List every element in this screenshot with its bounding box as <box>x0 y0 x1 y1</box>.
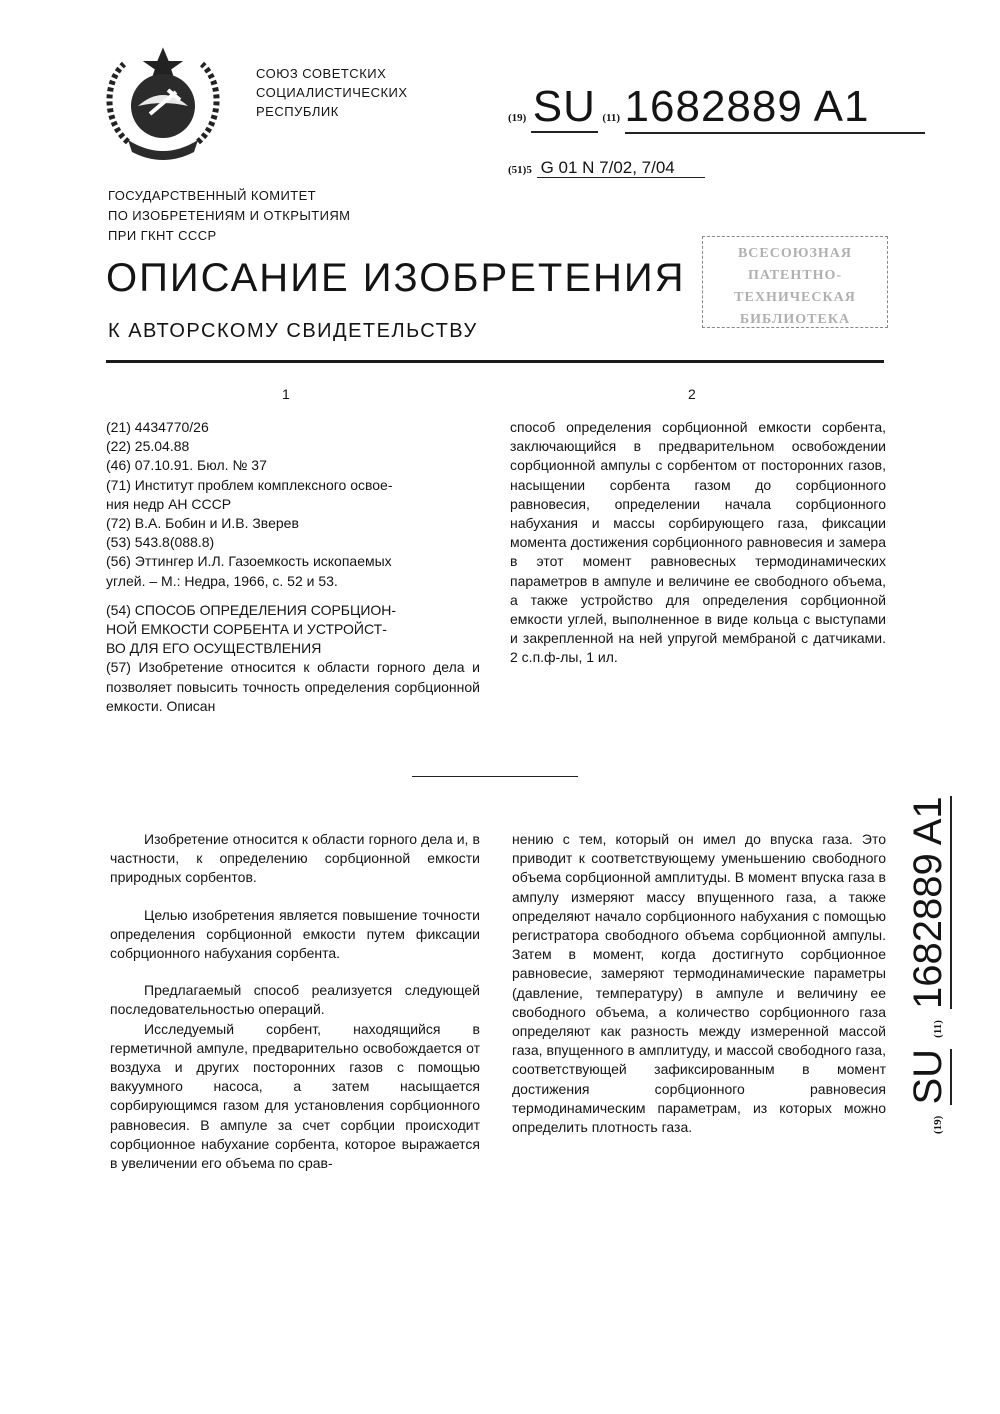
biblio-line: (53) 543.8(088.8) <box>106 534 215 551</box>
ipc-classification <box>508 158 705 178</box>
side-code-19: (19) <box>932 1115 944 1134</box>
column-number-left: 1 <box>282 386 290 402</box>
committee-line: ГОСУДАРСТВЕННЫЙ КОМИТЕТ <box>108 188 316 203</box>
library-stamp <box>702 236 888 328</box>
invention-title-line: ВО ДЛЯ ЕГО ОСУЩЕСТВЛЕНИЯ <box>106 640 322 657</box>
ussr-emblem <box>98 42 228 164</box>
side-patent-number: 1682889 <box>906 853 950 1009</box>
country-name-line: СОЮЗ СОВЕТСКИХ <box>256 66 387 81</box>
column-number-right: 2 <box>688 386 696 402</box>
country-name-line: РЕСПУБЛИК <box>256 104 339 119</box>
section-divider <box>412 776 578 777</box>
biblio-line: (56) Эттингер И.Л. Газоемкость ископаемых <box>106 553 392 570</box>
country-code: SU <box>532 82 596 131</box>
patent-identifier <box>508 82 925 134</box>
biblio-line: (21) 4434770/26 <box>106 419 209 435</box>
ipc-code: G 01 N 7/02, 7/04 <box>537 158 705 178</box>
invention-title-line: НОЙ ЕМКОСТИ СОРБЕНТА И УСТРОЙСТ- <box>106 621 387 638</box>
side-patent-identifier <box>906 796 951 1134</box>
description-paragraph: Предлагаемый способ реализуется следующей последовательностью операций. <box>110 982 480 1018</box>
header-rule <box>106 360 884 363</box>
side-country-code: SU <box>906 1048 950 1105</box>
description-paragraph: Исследуемый сорбент, находящийся в герметичной ампуле, предварительно освобождается от воздуха и других посторонних газов с помощью вакуумного насоса, а затем насыщается сорбирующимся газом для установления сорбционного равновесия. В ампуле за счет сорбции происходит сорбционное набухание сорбента, которое выражается в увеличении его объема по срав- <box>110 1020 480 1172</box>
invention-title <box>106 601 480 659</box>
biblio-line: углей. – М.: Недра, 1966, с. 52 и 53. <box>106 572 338 589</box>
biblio-line: (46) 07.10.91. Бюл. № 37 <box>106 457 267 474</box>
biblio-line: ния недр АН СССР <box>106 495 232 512</box>
patent-number: 1682889 <box>624 82 803 131</box>
biblio-line: (72) В.А. Бобин и И.В. Зверев <box>106 515 299 532</box>
code-11: (11) <box>602 112 621 124</box>
bibliographic-data <box>106 418 480 716</box>
code-51: (51)5 <box>508 164 532 176</box>
document-title: ОПИСАНИЕ ИЗОБРЕТЕНИЯ <box>106 256 686 300</box>
invention-title-line: (54) СПОСОБ ОПРЕДЕЛЕНИЯ СОРБЦИОН- <box>106 601 397 618</box>
country-name <box>256 64 408 121</box>
document-subtitle: К АВТОРСКОМУ СВИДЕТЕЛЬСТВУ <box>108 320 478 342</box>
abstract-start: (57) Изобретение относится к области горного дела и позволяет повысить точность определения сорбционной емкости. Описан <box>106 659 480 714</box>
committee-line: ПРИ ГКНТ СССР <box>108 228 217 243</box>
stamp-line: ВСЕСОЮЗНАЯ <box>737 246 853 261</box>
description-paragraph: Изобретение относится к области горного дела и, в частности, к определению сорбционной емкости природных сорбентов. <box>110 831 480 886</box>
biblio-line: (22) 25.04.88 <box>106 438 190 455</box>
code-19: (19) <box>508 112 527 124</box>
side-patent-kind: A1 <box>906 796 950 846</box>
committee-line: ПО ИЗОБРЕТЕНИЯМ И ОТКРЫТИЯМ <box>108 208 351 223</box>
country-name-line: СОЦИАЛИСТИЧЕСКИХ <box>256 85 408 100</box>
stamp-line: БИБЛИОТЕКА <box>739 312 851 327</box>
description-right-column <box>512 830 886 1137</box>
side-code-11: (11) <box>932 1020 944 1038</box>
description-left-column <box>110 830 480 1173</box>
committee-name <box>108 186 350 246</box>
description-paragraph: нению с тем, который он имел до впуска газа. Это приводит к соответствующему уменьшению свободного объема сорбционной амплитуды. В момент впуска газа в ампулу измеряют массу впущенного газа, а также определяют начало сорбционного набухания с помощью регистратора свободного объема сорбционной ампулы. Затем в момент, когда достигнуто сорбционное равновесие, замеряют термодинамические параметры (давление, температуру) в ампуле и величину ее свободного объема, а количество сорбционного газа определяют как разность между измеренной массой газа, впущенного в амплитуду, и массой свободного газа, соответствующей зафиксированным в момент достижения сорбционного равновесия термодинамическим параметрам, из которых можно определить плотность газа. <box>512 831 886 1136</box>
patent-kind: A1 <box>813 82 870 131</box>
abstract-continuation: способ определения сорбционной емкости сорбента, заключающийся в предварительном освобождении сорбционной ампулы с сорбентом от посторонних газов, насыщении сорбента газом до сорбционного равновесия, определении начала сорбционного набухания и массы сорбирующего газа, фиксации момента достижения сорбционного равновесия и замера в этот момент равновесных термодинамических параметров в ампуле и величине ее свободного объема, а также устройство для определения сорбционной емкости углей, выполненное в виде кольца с выступами и закрепленной на ней упругой мембраной с датчиками. 2 с.п.ф-лы, 1 ил. <box>510 419 886 666</box>
stamp-line: ПАТЕНТНО-ТЕХНИЧЕСКАЯ <box>734 268 856 305</box>
description-paragraph: Целью изобретения является повышение точности определения сорбционной емкости путем фиксации собрционного набухания сорбента. <box>110 906 480 962</box>
biblio-line: (71) Институт проблем комплексного освое- <box>106 476 393 493</box>
